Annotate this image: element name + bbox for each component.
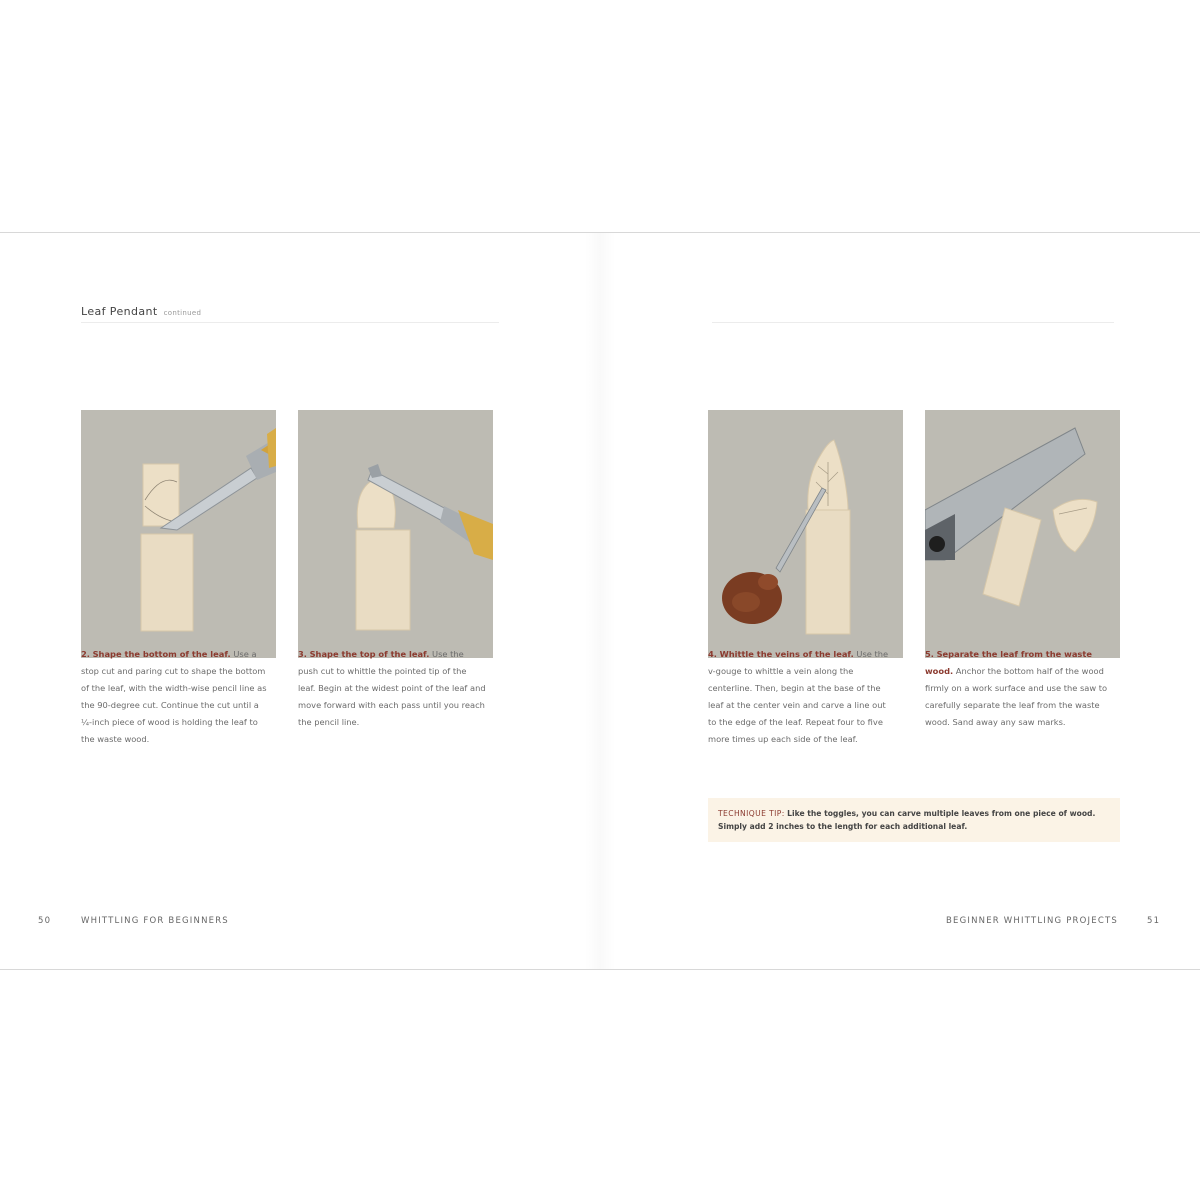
step-3-lead: Shape the top of the leaf. bbox=[309, 649, 430, 659]
step-3-caption bbox=[298, 646, 486, 731]
left-page-number: 50 bbox=[38, 916, 52, 926]
book-gutter bbox=[585, 233, 615, 969]
right-page-number: 51 bbox=[1147, 916, 1161, 926]
step-2-caption bbox=[81, 646, 269, 748]
step-2-lead: Shape the bottom of the leaf. bbox=[92, 649, 231, 659]
step-2-body: Use a stop cut and paring cut to shape the bottom of the leaf, with the width-wise pencil line as the 90-degree cut. Continue the cut until a ¼-inch piece of wood is holding the leaf to the waste wood. bbox=[81, 649, 267, 744]
right-header-rule bbox=[712, 322, 1114, 323]
step-3-body: Use the push cut to whittle the pointed tip of the leaf. Begin at the widest point of the leaf and move forward with each pass until you reach the pencil line. bbox=[298, 649, 486, 727]
step-4-body: Use the v-gouge to whittle a vein along the centerline. Then, begin at the base of the leaf at the center vein and carve a line out to the edge of the leaf. Repeat four to five more times up each side of the leaf. bbox=[708, 649, 889, 744]
section-continued-label: continued bbox=[163, 309, 202, 317]
knife-shaping-leaf-bottom-image bbox=[81, 410, 276, 658]
step-3-photo bbox=[298, 410, 493, 658]
left-header-rule bbox=[81, 322, 499, 323]
step-5-lead: Separate the leaf from the waste wood. bbox=[925, 649, 1092, 676]
saw-separating-leaf-image bbox=[925, 410, 1120, 658]
step-2-photo bbox=[81, 410, 276, 658]
step-5-body: Anchor the bottom half of the wood firmly on a work surface and use the saw to carefully separate the leaf from the waste wood. Sand away any saw marks. bbox=[925, 666, 1108, 727]
technique-tip-box bbox=[708, 798, 1120, 842]
step-4-lead: Whittle the veins of the leaf. bbox=[719, 649, 854, 659]
step-5-number: 5. bbox=[925, 649, 934, 659]
step-4-caption bbox=[708, 646, 896, 748]
step-2-number: 2. bbox=[81, 649, 90, 659]
technique-tip-label: TECHNIQUE TIP: bbox=[718, 809, 785, 818]
right-chapter-title: BEGINNER WHITTLING PROJECTS bbox=[946, 916, 1118, 926]
step-4-photo bbox=[708, 410, 903, 658]
step-5-caption bbox=[925, 646, 1113, 731]
v-gouge-carving-veins-image bbox=[708, 410, 903, 658]
step-3-number: 3. bbox=[298, 649, 307, 659]
knife-shaping-leaf-top-image bbox=[298, 410, 493, 658]
section-title: Leaf Pendant bbox=[81, 305, 158, 318]
step-4-number: 4. bbox=[708, 649, 717, 659]
running-head bbox=[81, 305, 201, 318]
step-5-photo bbox=[925, 410, 1120, 658]
technique-tip-text: Like the toggles, you can carve multiple leaves from one piece of wood. Simply add 2 inches to the length for each additional leaf. bbox=[718, 809, 1096, 831]
left-book-title: WHITTLING FOR BEGINNERS bbox=[81, 916, 229, 926]
